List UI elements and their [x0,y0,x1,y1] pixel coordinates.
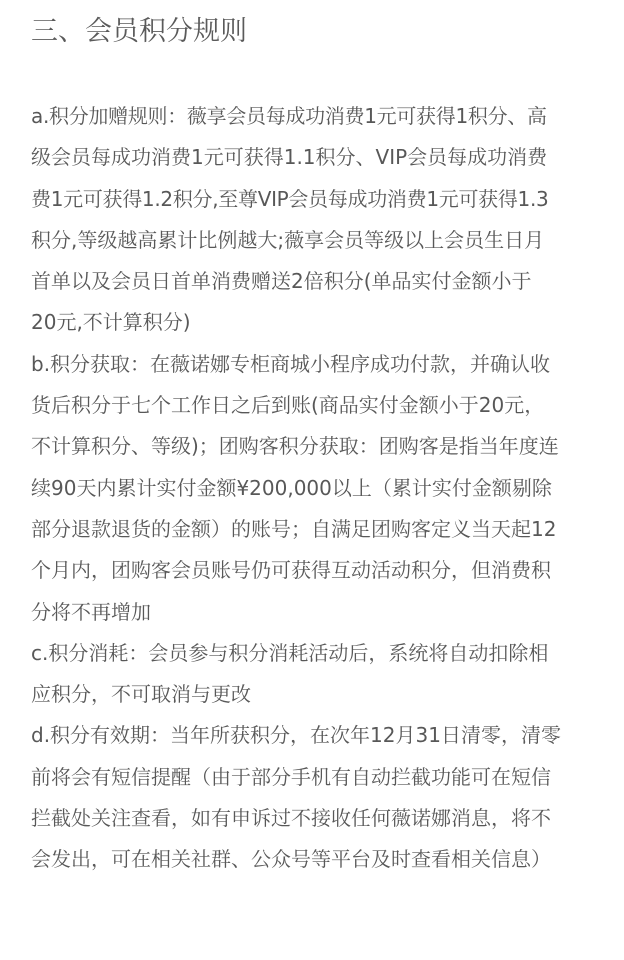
rule-line: 分将不再增加 [31,599,151,624]
rule-line: a.积分加赠规则：薇享会员每成功消费1元可获得1积分、高 [31,104,547,128]
rule-a [31,96,597,344]
rule-line: 续90天内累计实付金额¥200,000以上（累计实付金额剔除 [31,475,552,500]
rule-line: 拦截处关注查看，如有申诉过不接收任何薇诺娜消息，将不 [31,806,551,831]
rule-line: b.积分获取：在薇诺娜专柜商城小程序成功付款，并确认收 [31,351,551,376]
rule-line: 前将会有短信提醒（由于部分手机有自动拦截功能可在短信 [31,764,551,789]
rule-line: d.积分有效期：当年所获积分，在次年12月31日清零，清零 [31,723,561,748]
rule-line: 20元,不计算积分) [31,310,191,335]
rule-d [31,715,597,880]
rule-b [31,344,597,633]
rule-line: c.积分消耗：会员参与积分消耗活动后，系统将自动扣除相 [31,640,549,665]
rule-line: 首单以及会员日首单消费赠送2倍积分(单品实付金额小于 [31,269,532,294]
rule-c [31,633,597,716]
rule-line: 不计算积分、等级)；团购客积分获取：团购客是指当年度连 [31,434,559,459]
rule-line: 应积分，不可取消与更改 [31,682,251,707]
rule-line: 级会员每成功消费1元可获得1.1积分、VIP会员每成功消费 [31,145,548,170]
rule-line: 部分退款退货的金额）的账号；自满足团购客定义当天起12 [31,516,557,541]
rule-line: 费1元可获得1.2积分,至尊VIP会员每成功消费1元可获得1.3 [31,186,549,211]
rule-line: 货后积分于七个工作日之后到账(商品实付金额小于20元， [31,393,545,418]
rule-line: 会发出，可在相关社群、公众号等平台及时查看相关信息） [31,847,551,872]
rules-list [31,96,597,881]
rule-line: 积分,等级越高累计比例越大;薇享会员等级以上会员生日月 [31,227,545,252]
rule-line: 个月内，团购客会员账号仍可获得互动活动积分，但消费积 [31,558,551,583]
section-title: 三、会员积分规则 [31,16,247,47]
